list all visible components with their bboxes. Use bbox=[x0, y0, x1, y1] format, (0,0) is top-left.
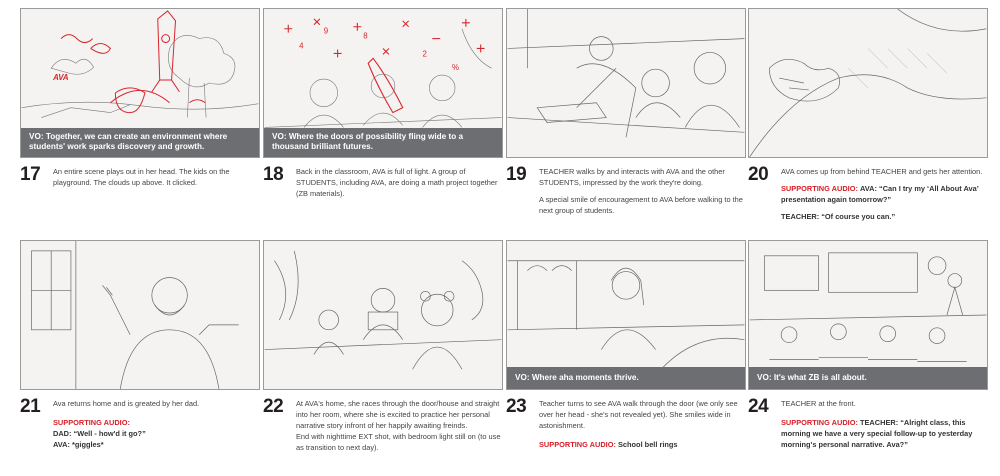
description-text: End with nighttime EXT shot, with bedroom light still on (to use as transition to next day). bbox=[296, 432, 501, 452]
supporting-audio-block bbox=[53, 417, 258, 450]
description-text: Teacher turns to see AVA walk through the door (we only see over her head - she's not revealed yet). She smiles wide in astonishment. bbox=[539, 399, 738, 430]
storyboard-frame-20 bbox=[748, 8, 988, 158]
supporting-audio-label: SUPPORTING AUDIO: bbox=[781, 184, 858, 193]
supporting-audio-label: SUPPORTING AUDIO: bbox=[53, 418, 130, 427]
audio-inline: School bell rings bbox=[617, 440, 678, 449]
svg-text:8: 8 bbox=[363, 31, 368, 41]
panel-number: 18 bbox=[263, 164, 284, 185]
panel-description bbox=[781, 166, 986, 222]
svg-text:9: 9 bbox=[323, 26, 329, 36]
sketch-teacher-students-image bbox=[507, 9, 745, 157]
storyboard-frame-21 bbox=[20, 240, 260, 390]
svg-text:%: % bbox=[452, 63, 460, 73]
svg-text:2: 2 bbox=[422, 49, 427, 59]
panel-description bbox=[539, 166, 744, 216]
panel-description bbox=[296, 166, 501, 199]
svg-text:4: 4 bbox=[299, 41, 304, 51]
voiceover-bar: VO: Where aha moments thrive. bbox=[507, 367, 745, 389]
storyboard-frame-18 bbox=[263, 8, 503, 158]
panel-number: 24 bbox=[748, 396, 769, 417]
storyboard-frame-23 bbox=[506, 240, 746, 390]
sketch-hand-closeup-image bbox=[749, 9, 987, 157]
panel-number: 17 bbox=[20, 164, 41, 185]
panel-number: 20 bbox=[748, 164, 769, 185]
description-text: Ava returns home and is greated by her dad. bbox=[53, 399, 200, 408]
panel-number: 21 bbox=[20, 396, 41, 417]
panel-description bbox=[539, 398, 744, 450]
storyboard-frame-24 bbox=[748, 240, 988, 390]
description-text: TEACHER at the front. bbox=[781, 399, 856, 408]
storyboard-frame-19 bbox=[506, 8, 746, 158]
panel-description bbox=[53, 166, 258, 188]
audio-line: DAD: “Well - how'd it go?” bbox=[53, 429, 146, 438]
sketch-bedroom-toys-image bbox=[264, 241, 502, 389]
sketch-dad-waving-image bbox=[21, 241, 259, 389]
panel-number: 22 bbox=[263, 396, 284, 417]
voiceover-bar: VO: It's what ZB is all about. bbox=[749, 367, 987, 389]
sketch-ava-label: AVA bbox=[53, 73, 69, 83]
supporting-audio-block bbox=[781, 183, 986, 205]
panel-number: 19 bbox=[506, 164, 527, 185]
description-text: AVA comes up from behind TEACHER and gets her attention. bbox=[781, 167, 983, 176]
supporting-audio-block bbox=[781, 417, 986, 450]
supporting-audio-label: SUPPORTING AUDIO: bbox=[539, 440, 616, 449]
voiceover-bar: VO: Where the doors of possibility fling wide to a thousand brilliant futures. bbox=[264, 128, 502, 157]
supporting-audio-label: SUPPORTING AUDIO: bbox=[781, 418, 858, 427]
panel-number: 23 bbox=[506, 396, 527, 417]
audio-line: TEACHER: “Of course you can.” bbox=[781, 212, 896, 221]
voiceover-bar: VO: Together, we can create an environment where students' work sparks discovery and growth. bbox=[21, 128, 259, 157]
description-text: At AVA's home, she races through the door/house and straight into her room, where she is excited to practice her personal narrative story infront of her happily awaiting freinds. bbox=[296, 399, 500, 430]
description-text: A special smile of encouragement to AVA before walking to the next group of students. bbox=[539, 195, 743, 215]
audio-line: AVA: *giggles* bbox=[53, 440, 104, 449]
description-text: TEACHER walks by and interacts with AVA and the other STUDENTS, impressed by the work they're doing. bbox=[539, 167, 725, 187]
supporting-audio-block bbox=[539, 439, 744, 450]
panel-description bbox=[296, 398, 501, 453]
panel-description bbox=[781, 398, 986, 450]
storyboard-frame-17 bbox=[20, 8, 260, 158]
audio-line: AVA: “Can I try my ‘All About Ava’ presentation again tomorrow?” bbox=[781, 184, 979, 204]
audio-inline: TEACHER: “Alright class, this morning we have a very special follow-up to yesterday morning's personal narrative. Ava?” bbox=[781, 418, 973, 449]
description-text: An entire scene plays out in her head. The kids on the playground. The clouds up above. It clicked. bbox=[53, 167, 230, 187]
storyboard-frame-22 bbox=[263, 240, 503, 390]
panel-description bbox=[53, 398, 258, 450]
description-text: Back in the classroom, AVA is full of light. A group of STUDENTS, including AVA, are doing a math project together (ZB materials). bbox=[296, 167, 498, 198]
